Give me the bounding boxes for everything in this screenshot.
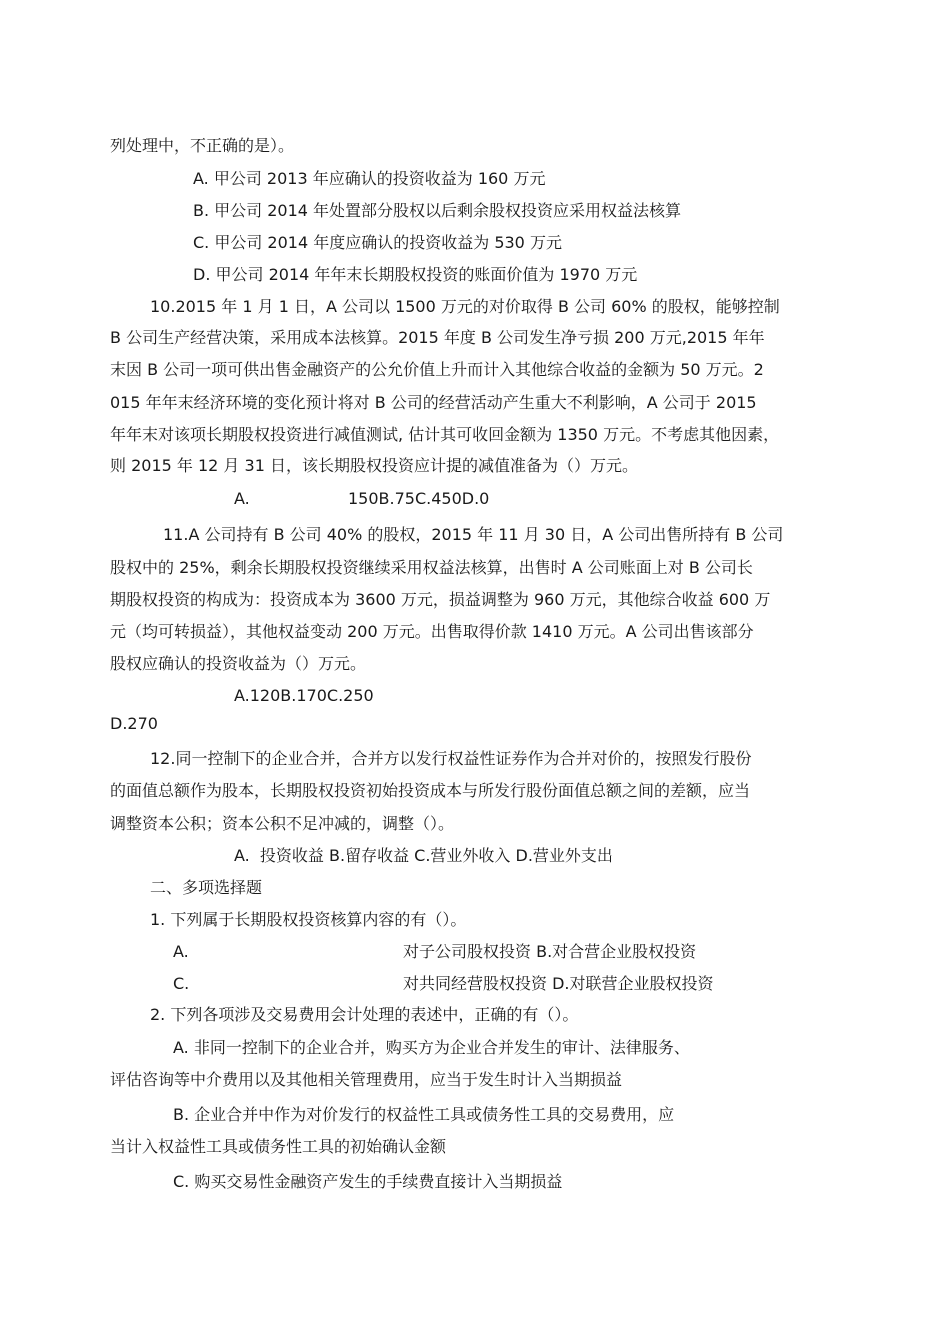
question-11-line-5: 股权应确认的投资收益为（）万元。 bbox=[110, 654, 367, 673]
question-10-option-label: A. bbox=[234, 489, 250, 508]
question-11-line-3: 期股权投资的构成为：投资成本为 3600 万元，损益调整为 960 万元，其他综合收益 600 万 bbox=[110, 590, 771, 609]
mc-question-1-option-a-label: A. bbox=[173, 942, 189, 961]
mc-question-2-option-a-line-1: A. 非同一控制下的企业合并，购买方为企业合并发生的审计、法律服务、 bbox=[173, 1038, 690, 1057]
question-10-line-2: B 公司生产经营决策，采用成本法核算。2015 年度 B 公司发生净亏损 200 万元,2015 年年 bbox=[110, 328, 765, 347]
section-heading-multiple-choice: 二、多项选择题 bbox=[150, 878, 263, 897]
question-10-line-5: 年年末对该项长期股权投资进行减值测试, 估计其可收回金额为 1350 万元。不考虑其他因素， bbox=[110, 425, 780, 444]
question-11-options-abc: A.120B.170C.250 bbox=[234, 686, 374, 705]
mc-question-2-stem: 2. 下列各项涉及交易费用会计处理的表述中，正确的有（）。 bbox=[150, 1005, 579, 1024]
mc-question-1-options-ab: 对子公司股权投资 B.对合营企业股权投资 bbox=[403, 942, 697, 961]
question-10-line-6: 则 2015 年 12 月 31 日，该长期股权投资应计提的减值准备为（）万元。 bbox=[110, 456, 638, 475]
question-11-line-1: 11.A 公司持有 B 公司 40% 的股权，2015 年 11 月 30 日，A 公司出售所持有 B 公司 bbox=[163, 525, 784, 544]
question-12-line-2: 的面值总额作为股本，长期股权投资初始投资成本与所发行股份面值总额之间的差额，应当 bbox=[110, 781, 751, 800]
mc-question-1-option-c-label: C. bbox=[173, 974, 190, 993]
mc-question-2-option-b-line-1: B. 企业合并中作为对价发行的权益性工具或债务性工具的交易费用，应 bbox=[173, 1105, 675, 1124]
question-12-line-1: 12.同一控制下的企业合并，合并方以发行权益性证券作为合并对价的，按照发行股份 bbox=[150, 749, 752, 768]
question-11-line-4: 元（均可转损益），其他权益变动 200 万元。出售取得价款 1410 万元。A 公司出售该部分 bbox=[110, 622, 754, 641]
question-11-line-2: 股权中的 25%，剩余长期股权投资继续采用权益法核算，出售时 A 公司账面上对 B 公司长 bbox=[110, 558, 753, 577]
question-9-option-a: A. 甲公司 2013 年应确认的投资收益为 160 万元 bbox=[193, 169, 546, 188]
question-10-line-1: 10.2015 年 1 月 1 日，A 公司以 1500 万元的对价取得 B 公司 60% 的股权，能够控制 bbox=[150, 297, 780, 316]
question-12-options: A. 投资收益 B.留存收益 C.营业外收入 D.营业外支出 bbox=[234, 846, 613, 865]
mc-question-2-option-c: C. 购买交易性金融资产发生的手续费直接计入当期损益 bbox=[173, 1172, 563, 1191]
question-9-option-c: C. 甲公司 2014 年度应确认的投资收益为 530 万元 bbox=[193, 233, 562, 252]
question-11-option-d: D.270 bbox=[110, 714, 158, 733]
mc-question-2-option-a-line-2: 评估咨询等中介费用以及其他相关管理费用，应当于发生时计入当期损益 bbox=[110, 1070, 623, 1089]
mc-question-1-options-cd: 对共同经营股权投资 D.对联营企业股权投资 bbox=[403, 974, 714, 993]
mc-question-1-stem: 1. 下列属于长期股权投资核算内容的有（）。 bbox=[150, 910, 467, 929]
mc-question-2-option-b-line-2: 当计入权益性工具或债务性工具的初始确认金额 bbox=[110, 1137, 447, 1156]
question-10-line-3: 末因 B 公司一项可供出售金融资产的公允价值上升而计入其他综合收益的金额为 50 万元。2 bbox=[110, 360, 764, 379]
question-9-stem-end: 列处理中，不正确的是）。 bbox=[110, 136, 295, 155]
question-12-line-3: 调整资本公积；资本公积不足冲减的，调整（）。 bbox=[110, 814, 455, 833]
question-10-line-4: 015 年年末经济环境的变化预计将对 B 公司的经营活动产生重大不利影响，A 公司于 2015 bbox=[110, 393, 757, 412]
question-10-options: 150B.75C.450D.0 bbox=[348, 489, 490, 508]
question-9-option-d: D. 甲公司 2014 年年末长期股权投资的账面价值为 1970 万元 bbox=[193, 265, 638, 284]
question-9-option-b: B. 甲公司 2014 年处置部分股权以后剩余股权投资应采用权益法核算 bbox=[193, 201, 682, 220]
